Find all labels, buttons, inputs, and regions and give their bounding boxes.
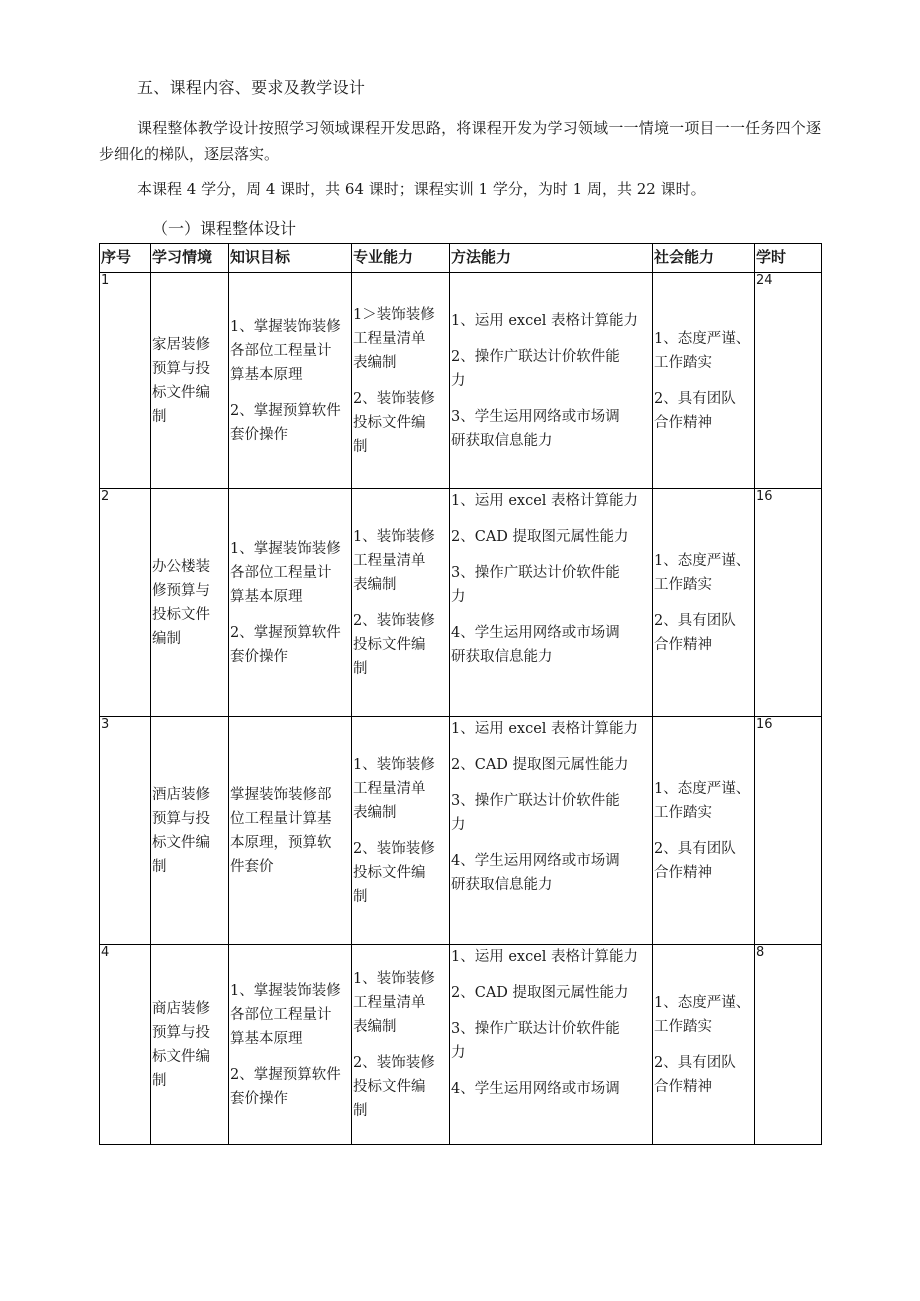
cell-method-line: 研获取信息能力 [451, 877, 553, 893]
cell-professional [352, 945, 450, 1145]
cell-professional-line: 表编制 [353, 1018, 397, 1035]
cell-professional-line: 1、装饰装修 [353, 528, 435, 545]
cell-knowledge-line: 1、掌握装饰装修 [230, 540, 341, 557]
cell-knowledge-line: 位工程量计算基 [230, 810, 332, 827]
cell-scenario-line: 制 [152, 408, 167, 425]
cell-knowledge-line: 算基本原理 [230, 366, 303, 383]
cell-scenario-line: 标文件编 [152, 384, 210, 401]
cell-knowledge-line: 1、掌握装饰装修 [230, 982, 341, 999]
cell-professional-line: 制 [353, 660, 368, 677]
cell-knowledge-line: 2、掌握预算软件 [230, 402, 341, 419]
cell-professional-line: 工程量清单 [353, 780, 426, 797]
header-social: 社会能力 [653, 244, 755, 273]
cell-social-line: 工作踏实 [654, 576, 712, 593]
cell-method-line: 2、CAD 提取图元属性能力 [451, 757, 629, 773]
cell-social-line: 2、具有团队 [654, 1054, 736, 1071]
cell-scenario-line: 投标文件 [152, 606, 210, 623]
cell-social-line: 工作踏实 [654, 1018, 712, 1035]
cell-method-line: 4、学生运用网络或市场调 [451, 625, 620, 641]
cell-social [653, 489, 755, 717]
cell-social-line: 工作踏实 [654, 354, 712, 371]
cell-professional-line: 投标文件编 [353, 864, 426, 881]
cell-scenario-line: 家居装修 [152, 336, 210, 353]
cell-method-line: 3、学生运用网络或市场调 [451, 408, 620, 425]
cell-scenario [151, 273, 229, 489]
cell-professional-line: 制 [353, 1102, 368, 1119]
cell-method [450, 489, 653, 717]
cell-no: 3 [100, 717, 151, 945]
cell-knowledge-line: 本原理，预算软 [230, 834, 332, 851]
cell-knowledge-line: 1、掌握装饰装修 [230, 318, 341, 335]
cell-social [653, 273, 755, 489]
cell-social [653, 945, 755, 1145]
cell-professional-line: 1＞装饰装修 [353, 306, 435, 323]
cell-method-line: 1、运用 excel 表格计算能力 [451, 721, 639, 737]
cell-no: 1 [100, 273, 151, 489]
cell-professional-line: 工程量清单 [353, 994, 426, 1011]
cell-knowledge-line: 各部位工程量计 [230, 1006, 332, 1023]
cell-knowledge [229, 489, 352, 717]
table-row [100, 273, 822, 489]
cell-professional [352, 273, 450, 489]
cell-no: 4 [100, 945, 151, 1145]
cell-knowledge [229, 945, 352, 1145]
cell-scenario-line: 编制 [152, 630, 181, 647]
cell-knowledge-line: 各部位工程量计 [230, 564, 332, 581]
cell-method-line: 力 [451, 372, 466, 389]
cell-knowledge-line: 套价操作 [230, 648, 288, 665]
cell-method-line: 力 [451, 589, 466, 605]
cell-knowledge [229, 717, 352, 945]
cell-method-line: 力 [451, 1045, 466, 1061]
cell-professional-line: 工程量清单 [353, 330, 426, 347]
cell-social-line: 合作精神 [654, 1078, 712, 1095]
cell-method-line: 1、运用 excel 表格计算能力 [451, 493, 639, 509]
cell-scenario-line: 预算与投 [152, 810, 210, 827]
cell-professional-line: 1、装饰装修 [353, 970, 435, 987]
cell-professional-line: 表编制 [353, 804, 397, 821]
cell-method-line: 4、学生运用网络或市场调 [451, 853, 620, 869]
credit-paragraph: 本课程 4 学分，周 4 课时，共 64 课时；课程实训 1 学分，为时 1 周，共 22 课时。 [137, 180, 706, 198]
cell-professional-line: 2、装饰装修 [353, 390, 435, 407]
cell-professional-line: 制 [353, 888, 368, 905]
table-body [100, 273, 822, 1145]
cell-professional-line: 投标文件编 [353, 1078, 426, 1095]
cell-scenario-line: 制 [152, 858, 167, 875]
cell-hours: 24 [755, 273, 822, 489]
cell-knowledge-line: 套价操作 [230, 1090, 288, 1107]
cell-scenario-line: 修预算与 [152, 582, 210, 599]
cell-method-line: 3、操作广联达计价软件能 [451, 793, 620, 809]
table-header-row [100, 244, 822, 273]
cell-knowledge-line: 算基本原理 [230, 1030, 303, 1047]
cell-social-line: 1、态度严谨、 [654, 994, 751, 1011]
header-scenario: 学习情境 [151, 244, 229, 273]
course-design-table [99, 243, 822, 1145]
cell-scenario-line: 商店装修 [152, 1000, 210, 1017]
cell-social-line: 1、态度严谨、 [654, 552, 751, 569]
cell-social-line: 工作踏实 [654, 804, 712, 821]
cell-method-line: 研获取信息能力 [451, 432, 553, 449]
cell-professional-line: 工程量清单 [353, 552, 426, 569]
cell-scenario-line: 制 [152, 1072, 167, 1089]
table-row [100, 489, 822, 717]
cell-knowledge-line: 2、掌握预算软件 [230, 624, 341, 641]
cell-knowledge-line: 套价操作 [230, 426, 288, 443]
cell-method [450, 273, 653, 489]
cell-scenario-line: 预算与投 [152, 360, 210, 377]
header-method: 方法能力 [450, 244, 653, 273]
table-row [100, 717, 822, 945]
intro-paragraph: 课程整体教学设计按照学习领域课程开发思路，将课程开发为学习领域一一情境一项目一一任务四个逐步细化的梯队，逐层落实。 [99, 119, 821, 163]
cell-scenario-line: 预算与投 [152, 1024, 210, 1041]
header-no: 序号 [100, 244, 151, 273]
cell-method-line: 2、操作广联达计价软件能 [451, 348, 620, 365]
cell-method-line: 1、运用 excel 表格计算能力 [451, 949, 639, 965]
cell-professional-line: 投标文件编 [353, 636, 426, 653]
cell-method-line: 2、CAD 提取图元属性能力 [451, 529, 629, 545]
cell-professional-line: 2、装饰装修 [353, 612, 435, 629]
cell-professional-line: 1、装饰装修 [353, 756, 435, 773]
header-professional: 专业能力 [352, 244, 450, 273]
table-row [100, 945, 822, 1145]
cell-method [450, 945, 653, 1145]
sub-heading: （一）课程整体设计 [152, 219, 297, 238]
cell-social-line: 1、态度严谨、 [654, 780, 751, 797]
cell-social-line: 2、具有团队 [654, 390, 736, 407]
cell-no: 2 [100, 489, 151, 717]
cell-method-line: 4、学生运用网络或市场调 [451, 1081, 620, 1097]
cell-social-line: 合作精神 [654, 864, 712, 881]
cell-scenario-line: 办公楼装 [152, 558, 210, 575]
cell-method-line: 1、运用 excel 表格计算能力 [451, 312, 639, 329]
cell-method-line: 力 [451, 817, 466, 833]
cell-social [653, 717, 755, 945]
cell-scenario-line: 标文件编 [152, 1048, 210, 1065]
cell-hours: 8 [755, 945, 822, 1145]
header-knowledge: 知识目标 [229, 244, 352, 273]
cell-scenario [151, 489, 229, 717]
cell-knowledge-line: 各部位工程量计 [230, 342, 332, 359]
cell-method-line: 3、操作广联达计价软件能 [451, 1021, 620, 1037]
cell-scenario [151, 717, 229, 945]
cell-hours: 16 [755, 717, 822, 945]
cell-professional-line: 2、装饰装修 [353, 840, 435, 857]
cell-professional-line: 表编制 [353, 576, 397, 593]
cell-professional [352, 717, 450, 945]
cell-social-line: 2、具有团队 [654, 840, 736, 857]
header-hours: 学时 [755, 244, 822, 273]
cell-method [450, 717, 653, 945]
section-heading: 五、课程内容、要求及教学设计 [137, 78, 366, 97]
cell-method-line: 2、CAD 提取图元属性能力 [451, 985, 629, 1001]
cell-scenario-line: 标文件编 [152, 834, 210, 851]
cell-knowledge-line: 算基本原理 [230, 588, 303, 605]
cell-social-line: 合作精神 [654, 636, 712, 653]
cell-social-line: 合作精神 [654, 414, 712, 431]
cell-hours: 16 [755, 489, 822, 717]
cell-professional-line: 投标文件编 [353, 414, 426, 431]
cell-professional [352, 489, 450, 717]
cell-social-line: 2、具有团队 [654, 612, 736, 629]
cell-scenario [151, 945, 229, 1145]
cell-scenario-line: 酒店装修 [152, 786, 210, 803]
cell-professional-line: 2、装饰装修 [353, 1054, 435, 1071]
cell-method-line: 3、操作广联达计价软件能 [451, 565, 620, 581]
cell-social-line: 1、态度严谨、 [654, 330, 751, 347]
cell-knowledge [229, 273, 352, 489]
cell-knowledge-line: 2、掌握预算软件 [230, 1066, 341, 1083]
cell-professional-line: 制 [353, 438, 368, 455]
cell-method-line: 研获取信息能力 [451, 649, 553, 665]
cell-knowledge-line: 件套价 [230, 858, 274, 875]
cell-professional-line: 表编制 [353, 354, 397, 371]
cell-knowledge-line: 掌握装饰装修部 [230, 786, 332, 803]
